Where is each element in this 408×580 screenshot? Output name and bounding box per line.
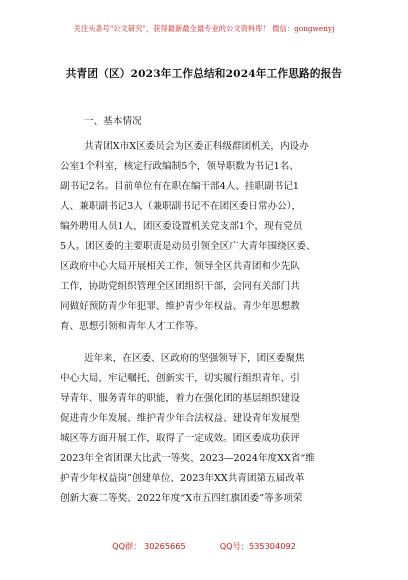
text-line: 工作，协助党组织管理全区团组织干部，会同有关部门共	[60, 281, 300, 292]
text-line: 副书记2名。目前单位有在职在编干部4人、挂职副书记1	[60, 181, 299, 192]
text-line: 近年来，在区委、区政府的坚强领导下，团区委聚焦	[84, 353, 305, 364]
text-line: 导青年、服务青年的职能，着力在强化团的基层组织建设	[60, 393, 300, 404]
text-line: 人、兼职副书记3人（兼职副书记不在团区委日常办公），	[60, 201, 302, 212]
qq-number-text: QQ号：535304092	[219, 541, 296, 551]
text-line: 2023年全省团课大比武一等奖、2023—2024年度XX省“维	[60, 453, 315, 464]
page-title: 共青团（区）2023年工作总结和2024年工作思路的报告	[65, 68, 343, 80]
text-line: 中心大局，牢记嘱托、创新实干，切实履行组织青年、引	[60, 373, 300, 384]
paragraph-achievements	[60, 349, 360, 509]
text-line: 公室1个科室，核定行政编制5个，领导职数为书记1名、	[60, 161, 299, 172]
text-line: 编外聘用人员1人，团区委设置机关党支部1个，现有党员	[60, 221, 303, 232]
text-line: 护青少年权益岗”创建单位、2023年XX共青团第五届改革	[60, 473, 305, 484]
text-line: 区政府中心大局开展相关工作，领导全区共青团和少先队	[60, 261, 300, 272]
contact-footer	[0, 541, 408, 552]
text-line: 促进青少年发展、维护青少年合法权益、建设青年发展型	[60, 413, 300, 424]
text-line: 城区等方面开展工作，取得了一定成效。团区委成功获评	[60, 433, 300, 444]
text-line: 共青团X市X区委员会为区委正科级群团机关，内设办	[84, 141, 309, 152]
text-line: 同做好预防青少年犯罪、维护青少年权益、青少年思想教	[60, 301, 300, 312]
text-line: 5人。团区委的主要职责是动员引领全区广大青年围绕区委、	[60, 241, 316, 252]
document-body	[60, 114, 360, 509]
qq-group-text: QQ群： 30265665	[112, 541, 186, 551]
section-heading: 一、基本情况	[84, 116, 142, 127]
text-line: 创新大赛二等奖、2022年度“X市五四红旗团委”等多项荣	[60, 493, 303, 504]
paragraph-basic-info	[60, 137, 360, 337]
promo-banner: 关注头条号"公文研究"，获得最新最全最专业的公文资料库！ 微信：gongwenyj	[73, 24, 335, 33]
text-line: 育、思想引领和青年人才工作等。	[60, 321, 204, 332]
